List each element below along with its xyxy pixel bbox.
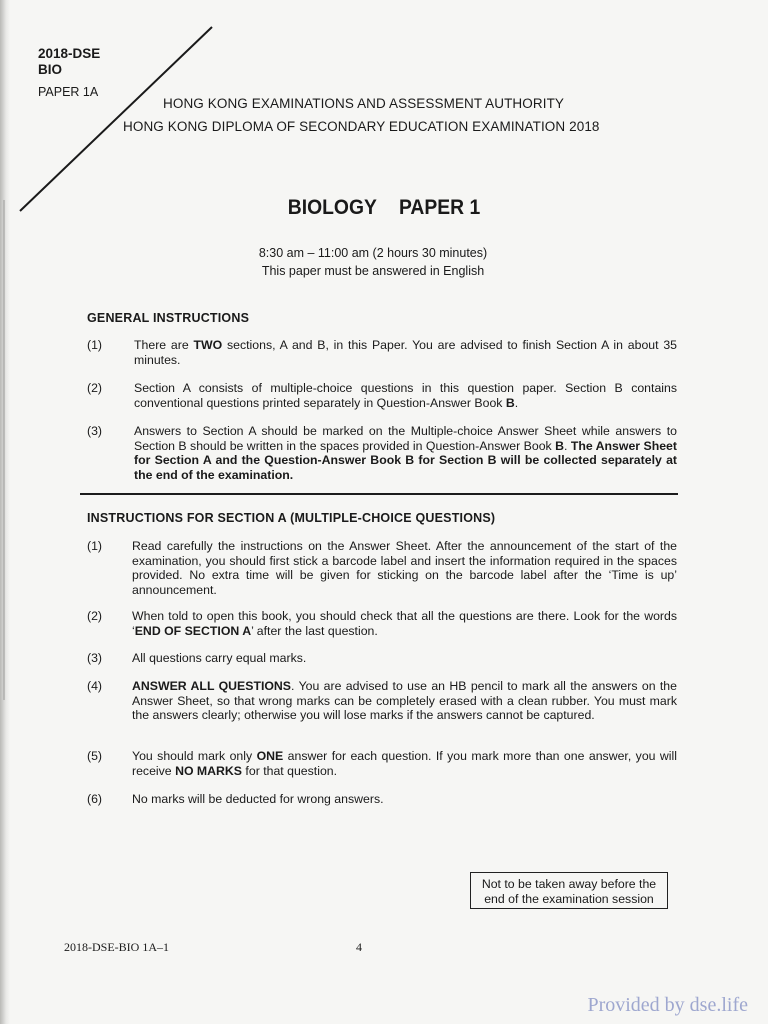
item-number: (1): [87, 539, 103, 553]
section-divider: [80, 493, 678, 495]
item-number: (2): [87, 609, 103, 623]
notice-line: Not to be taken away before the: [481, 877, 657, 891]
page-title: [31, 196, 738, 220]
item-text: ANSWER ALL QUESTIONS. You are advised to use an HB pencil to mark all the answers on the Answer Sheet, so that wrong marks can be completely erased with a clean rubber. You must mark the answers clearly; otherwise you will lose marks if the answers cannot be captured.: [132, 679, 677, 722]
item-number: (4): [87, 679, 103, 693]
item-text: Read carefully the instructions on the Answer Sheet. After the announcement of the start of the examination, you should first stick a barcode label and insert the information required in the spaces provided. No extra time will be given for sticking on the barcode label after the ‘Time is up’ announcement.: [132, 539, 677, 597]
section-a-heading: INSTRUCTIONS FOR SECTION A (MULTIPLE-CHOICE QUESTIONS): [87, 511, 496, 525]
notice-box: [470, 872, 668, 909]
item-text: No marks will be deducted for wrong answers.: [132, 792, 384, 806]
item-number: (1): [87, 338, 103, 352]
footer-paper-code: 2018-DSE-BIO 1A–1: [64, 940, 169, 954]
item-number: (3): [87, 651, 103, 665]
exam-year-code: 2018-DSE: [38, 46, 101, 61]
authority-name: HONG KONG EXAMINATIONS AND ASSESSMENT AUTHORITY: [163, 96, 565, 111]
item-text: You should mark only ONE answer for each question. If you mark more than one answer, you will receive NO MARKS for that question.: [132, 749, 677, 778]
watermark: Provided by dse.life: [587, 994, 748, 1016]
paper-code: PAPER 1A: [38, 85, 99, 99]
exam-language: This paper must be answered in English: [261, 264, 485, 278]
exam-time: 8:30 am – 11:00 am (2 hours 30 minutes): [258, 246, 488, 260]
subject-title: BIOLOGY: [287, 196, 377, 219]
general-instructions-heading: GENERAL INSTRUCTIONS: [87, 311, 250, 325]
item-text: All questions carry equal marks.: [132, 651, 307, 665]
item-number: (3): [87, 424, 103, 438]
item-text: Section A consists of multiple-choice questions in this question paper. Section B contains conventional questions printed separately in Question-Answer Book B.: [134, 381, 677, 410]
subject-code: BIO: [38, 62, 63, 77]
item-number: (5): [87, 749, 103, 763]
page-number: 4: [356, 940, 362, 954]
paper-title: PAPER 1: [398, 196, 481, 219]
paper-code-block: [38, 46, 100, 78]
item-text: There are TWO sections, A and B, in this Paper. You are advised to finish Section A in about 35 minutes.: [134, 338, 678, 367]
item-text: When told to open this book, you should check that all the questions are there. Look for the words ‘END OF SECTION A’ after the last question.: [132, 609, 677, 638]
item-number: (2): [87, 381, 103, 395]
item-number: (6): [87, 792, 103, 806]
item-text: Answers to Section A should be marked on the Multiple-choice Answer Sheet while answers to Section B should be written in the spaces provided in Question-Answer Book B. The Answer Sheet for Section A and the Question-Answer Book B for Section B will be collected separately at the end of the examination.: [134, 424, 677, 482]
notice-line: end of the examination session: [484, 891, 654, 906]
exam-name: HONG KONG DIPLOMA OF SECONDARY EDUCATION EXAMINATION 2018: [123, 119, 600, 134]
